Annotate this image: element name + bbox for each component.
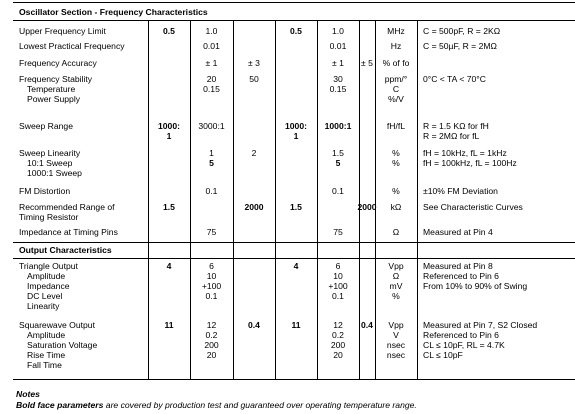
cell-line: 0.1 [205,291,218,301]
cell-min2 [275,202,317,212]
cell-typ1 [190,186,233,196]
cell-line: Lowest Practical Frequency [19,41,125,51]
cell-cond [423,74,573,84]
cell-min2 [275,26,317,36]
cell-line: Impedance at Timing Pins [19,227,118,237]
cell-line: 20 [206,74,217,84]
cell-cond [423,26,573,36]
cell-typ2 [317,227,359,237]
cell-param [19,41,145,51]
col-divider [417,20,418,379]
cell-line: 0.5 [290,26,302,36]
cell-max1 [233,58,275,68]
cell-line: 6 [209,261,214,271]
cell-line: 75 [206,227,217,237]
cell-line: Vpp [388,261,404,271]
cell-typ2 [317,41,359,51]
cell-line: 1 [209,148,214,158]
cell-line: 1.5 [163,202,175,212]
cell-param [19,261,145,311]
cell-param [19,202,145,222]
cell-line: Measured at Pin 8 [423,261,493,271]
cell-line: 0.2 [332,330,344,340]
cell-min1 [148,320,190,330]
cell-unit [375,121,417,131]
rule [13,379,575,380]
cell-line: 200 [204,340,219,350]
cell-line: +100 [201,281,222,291]
cell-line: nsec [386,340,406,350]
cell-typ2 [317,186,359,196]
cell-cond [423,320,573,360]
electrical-characteristics-table [13,2,575,380]
cell-min1 [148,202,190,212]
cell-line: Fall Time [27,360,62,370]
cell-line: C = 50µF, R = 2MΩ [423,41,497,51]
cell-line: mV [389,281,403,291]
cell-typ2 [317,261,359,301]
cell-line: Hz [390,41,402,51]
cell-line: % [392,291,400,301]
cell-line: 50 [249,74,259,84]
cell-line: 0.15 [203,84,220,94]
cell-line: Sweep Range [19,121,73,131]
cell-line: ± 1 [205,58,218,68]
cell-line: 0.1 [205,186,218,196]
cell-cond [423,227,573,237]
cell-line: R = 1.5 KΩ for fH [423,121,489,131]
cell-line: CL ≤ 10pF, RL = 4.7K [423,340,505,350]
cell-line: Power Supply [27,94,81,104]
cell-line: Squarewave Output [19,320,95,330]
cell-line: 1000:1 Sweep [27,168,82,178]
cell-unit [375,186,417,196]
cell-line: % [392,186,400,196]
cell-line: 30 [333,74,343,84]
cell-line: Frequency Stability [19,74,93,84]
cell-typ1 [190,58,233,68]
cell-line: Temperature [27,84,76,94]
cell-line: 0.15 [329,84,347,94]
cell-typ1 [190,121,233,131]
cell-line: Amplitude [27,271,66,281]
notes-title: Notes [16,389,40,399]
cell-line: 0.1 [332,291,344,301]
cell-line: 11 [291,320,301,330]
cell-typ1 [190,320,233,360]
cell-line: 10:1 Sweep [27,158,73,168]
cell-line: 20 [206,350,217,360]
cell-min1 [148,261,190,271]
cell-line: % [392,148,400,158]
cell-line: FM Distortion [19,186,71,196]
cell-line: % of fo [382,58,410,68]
cell-line: ±10% FM Deviation [423,186,498,196]
cell-line: 0°C < TA < 70°C [423,74,486,84]
cell-line: 1 [293,131,299,141]
cell-line: 1000: [158,121,180,131]
cell-line: 12 [333,320,343,330]
rule [13,242,575,243]
cell-line: CL ≤ 10pF [423,350,463,360]
cell-line: %/V [388,94,404,104]
cell-typ1 [190,148,233,168]
section-title-oscillator: Oscillator Section - Frequency Characteristics [19,7,208,17]
cell-line: 4 [293,261,299,271]
notes-bold: Bold face parameters [16,400,104,410]
cell-min1 [148,26,190,36]
cell-line: Referenced to Pin 6 [423,271,499,281]
cell-line: ± 3 [248,58,260,68]
cell-typ1 [190,227,233,237]
cell-line: See Characteristic Curves [423,202,523,212]
cell-line: fH = 10kHz, fL = 1kHz [423,148,507,158]
cell-line: 5 [335,158,341,168]
cell-line: 1000: [285,121,307,131]
cell-line: 4 [166,261,172,271]
cell-line: MHz [387,26,405,36]
cell-line: DC Level [27,291,63,301]
cell-line: 0.5 [163,26,175,36]
cell-line: Measured at Pin 7, S2 Closed [423,320,538,330]
cell-cond [423,41,573,51]
cell-typ2 [317,121,359,131]
cell-line: fH/fL [386,121,406,131]
cell-line: From 10% to 90% of Swing [423,281,528,291]
cell-typ1 [190,41,233,51]
cell-max1 [233,320,275,330]
cell-line: ± 5 [361,58,373,68]
cell-line: 1 [166,131,172,141]
cell-line: Measured at Pin 4 [423,227,493,237]
cell-max1 [233,202,275,212]
cell-line: 20 [333,350,343,360]
cell-typ1 [190,74,233,94]
cell-line: Triangle Output [19,261,78,271]
cell-cond [423,186,573,196]
cell-line: Saturation Voltage [27,340,98,350]
cell-line: 0.4 [248,320,260,330]
cell-param [19,320,145,370]
cell-unit [375,26,417,36]
cell-line: 1000:1 [324,121,352,131]
cell-param [19,74,145,104]
cell-param [19,58,145,68]
notes-rest: are covered by production test and guaranteed over operating temperature range. [103,400,417,410]
cell-typ2 [317,74,359,94]
cell-param [19,186,145,196]
cell-line: 1.5 [332,148,344,158]
cell-line: ppm/° [384,74,408,84]
rule [13,20,575,21]
cell-line: Frequency Accuracy [19,58,97,68]
notes-text [16,400,417,410]
cell-typ2 [317,148,359,168]
cell-line: Amplitude [27,330,66,340]
rule [13,2,575,3]
cell-line: 2000 [357,202,377,212]
cell-unit [375,320,417,360]
cell-typ2 [317,26,359,36]
cell-cond [423,202,573,212]
cell-unit [375,74,417,104]
cell-line: kΩ [390,202,402,212]
cell-param [19,148,145,178]
cell-param [19,121,145,131]
cell-line: R = 2MΩ for fL [423,131,480,141]
cell-typ1 [190,261,233,301]
cell-max1 [233,74,275,84]
cell-cond [423,121,573,141]
cell-line: Recommended Range of [19,202,115,212]
rule [13,258,575,259]
cell-line: 1.0 [205,26,218,36]
cell-line: C [392,84,400,94]
cell-line: 200 [330,340,346,350]
cell-line: Upper Frequency Limit [19,26,106,36]
cell-line: 2 [251,148,257,158]
cell-unit [375,202,417,212]
cell-line: Ω [392,271,400,281]
cell-min2 [275,320,317,330]
cell-line: % [392,158,400,168]
cell-cond [423,261,573,291]
cell-cond [423,148,573,168]
cell-line: 6 [335,261,341,271]
cell-line: Impedance [27,281,70,291]
cell-line: C = 500pF, R = 2KΩ [423,26,501,36]
cell-param [19,26,145,36]
cell-line: ± 1 [332,58,344,68]
cell-line: fH = 100kHz, fL = 100Hz [423,158,517,168]
cell-line: Rise Time [27,350,66,360]
cell-unit [375,41,417,51]
cell-line: 0.1 [332,186,344,196]
cell-line: 1.5 [290,202,302,212]
cell-line: 0.4 [361,320,373,330]
cell-line: Sweep Linearity [19,148,81,158]
cell-line: 3000:1 [198,121,225,131]
cell-unit [375,261,417,301]
cell-line: 10 [333,271,343,281]
cell-min1 [148,121,190,141]
cell-typ1 [190,26,233,36]
cell-unit [375,227,417,237]
cell-line: 0.01 [329,41,347,51]
cell-line: +100 [328,281,348,291]
cell-line: 2000 [244,202,264,212]
cell-unit [375,58,417,68]
cell-line: Linearity [27,301,60,311]
cell-line: Ω [392,227,400,237]
cell-unit [375,148,417,168]
cell-min2 [275,121,317,141]
cell-line: Referenced to Pin 6 [423,330,499,340]
cell-line: 11 [164,320,174,330]
section-title-output: Output Characteristics [19,245,112,255]
cell-line: V [393,330,399,340]
cell-line: 10 [206,271,217,281]
cell-line: Vpp [388,320,404,330]
cell-line: 5 [209,158,214,168]
cell-min2 [275,261,317,271]
cell-line: 12 [206,320,217,330]
cell-line: Timing Resistor [19,212,79,222]
cell-line: 75 [333,227,343,237]
cell-max1 [233,148,275,158]
cell-param [19,227,145,237]
cell-line: 1.0 [332,26,344,36]
cell-line: nsec [386,350,406,360]
cell-line: 0.01 [203,41,220,51]
cell-line: 0.2 [205,330,218,340]
